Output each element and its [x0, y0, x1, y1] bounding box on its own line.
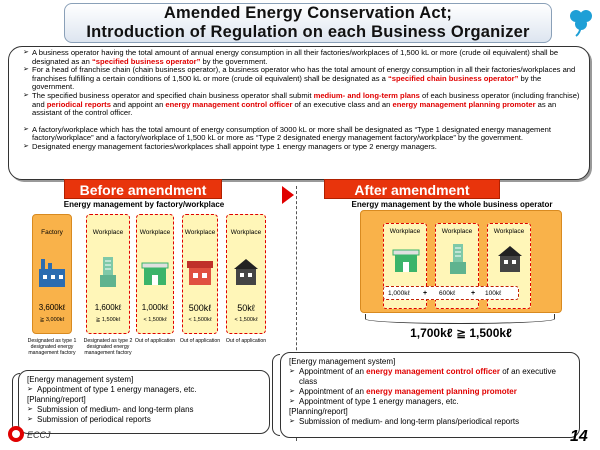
bullet-arrow-icon: ➢	[289, 388, 295, 395]
body-text: A factory/workplace which has the total amount of energy consumption of 3000 kL or more shall be designated as “Type 1 designated energy management factory/workplace” and a factory/workplace of 1,500 kL or more as “Type 2 designated energy management factory/workplace” by the government.	[32, 124, 551, 143]
unit-caption: Workplace	[92, 229, 124, 236]
highlight-text: energy management control officer	[366, 367, 500, 376]
bullet-list	[23, 49, 583, 152]
management-item	[289, 397, 571, 407]
after-total-3: 100kℓ	[485, 290, 502, 297]
logo-text: ECCJ	[27, 430, 51, 440]
unit-caption: Workplace	[441, 228, 473, 235]
store-icon	[140, 255, 170, 289]
page-number: 14	[570, 428, 588, 445]
bullet-arrow-icon: ➢	[289, 368, 295, 375]
threshold-comparison: 1,700kℓ ≧ 1,500kℓ	[410, 326, 512, 340]
factory-column	[32, 214, 72, 334]
designation-note: Out of application	[179, 338, 221, 344]
bullet-item	[23, 49, 583, 66]
highlight-text: energy management planning promoter	[392, 99, 536, 109]
plus-sign: +	[471, 290, 476, 297]
designation-note: Out of application	[225, 338, 267, 344]
management-item-text	[299, 397, 459, 407]
bullet-text	[32, 126, 583, 143]
before-amendment-header: Before amendment	[64, 179, 222, 199]
body-text: For a head of franchise chain (chain business operator), a business operator who has the total amount of energy consumption in all their factories/workplaces and franchises fulfilling a certain conditions of 1,500 kL or more (crude oil equivalent) shall be designated as a	[32, 65, 576, 83]
highlight-text: energy management control officer	[165, 99, 293, 109]
unit-caption: Workplace	[139, 229, 171, 236]
bullet-item	[23, 66, 583, 92]
body-text: and appoint an	[110, 99, 166, 109]
unit-caption: Factory	[41, 229, 63, 236]
designation-note: Out of application	[134, 338, 176, 344]
bullet-arrow-icon: ➢	[23, 49, 29, 56]
bullet-item	[23, 126, 583, 143]
body-text: of an executive class	[299, 367, 557, 386]
shop-icon	[231, 255, 261, 289]
designation-note: Designated as type 1 designated energy management factory	[27, 338, 77, 356]
management-item	[27, 415, 261, 425]
after-subtitle: Energy management by the whole business operator	[351, 200, 553, 209]
management-item-text	[299, 417, 519, 427]
unit-caption: Workplace	[230, 229, 262, 236]
bullet-arrow-icon: ➢	[27, 386, 33, 393]
bullet-text	[32, 49, 583, 66]
management-item	[27, 385, 261, 395]
after-total-2: 600kℓ	[439, 290, 456, 297]
sum-brace	[365, 314, 555, 324]
section-heading: [Energy management system]	[27, 375, 134, 384]
unit-threshold: ≧ 1,500kℓ	[95, 317, 121, 323]
after-management-box	[280, 352, 580, 438]
unit-consumption-value: 500kℓ	[188, 303, 212, 313]
clover-logo-icon	[566, 6, 596, 38]
body-text: Designated energy management factories/workplaces shall appoint type 1 energy managers or type 2 energy managers.	[32, 141, 437, 151]
body-text: Appointment of an	[299, 387, 367, 396]
workplace-column	[182, 214, 218, 334]
management-item-text: Submission of periodical reports	[37, 415, 151, 424]
highlight-text: medium- and long-term plans	[313, 90, 420, 100]
body-text: of an executive class and an	[292, 99, 393, 109]
slide-title	[64, 3, 552, 43]
bullet-arrow-icon: ➢	[289, 418, 295, 425]
unit-caption: Workplace	[184, 229, 216, 236]
unit-caption: Workplace	[493, 228, 525, 235]
workplace-column	[226, 214, 266, 334]
regulation-summary-panel	[8, 46, 590, 180]
bullet-text	[32, 143, 437, 152]
body-text: by the government.	[200, 56, 268, 66]
body-text: The specified business operator and specified chain business operator shall submit	[32, 90, 314, 100]
body-text: Appointment of an	[299, 367, 367, 376]
unit-consumption-value: 50kℓ	[237, 303, 255, 313]
left-brace	[272, 354, 280, 436]
unit-consumption-value: 1,000kℓ	[141, 303, 169, 312]
bullet-arrow-icon: ➢	[23, 91, 29, 99]
office-tower-icon	[443, 242, 473, 276]
body-text: A business operator having the total amount of annual energy consumption in all their factories/workplaces of 1,500 kL or more (crude oil equivalent) shall be designated as an	[32, 48, 559, 66]
arrow-right-icon	[282, 186, 294, 204]
unit-threshold: < 1,500kℓ	[143, 317, 167, 323]
management-item	[27, 405, 261, 415]
management-item-text	[299, 387, 517, 397]
unit-consumption-value: 1,600kℓ	[94, 303, 122, 312]
body-text: Appointment of type 1 energy managers, etc.	[299, 397, 459, 406]
bullet-item	[23, 143, 583, 152]
bullet-arrow-icon: ➢	[23, 125, 29, 133]
section-heading: [Energy management system]	[289, 357, 396, 366]
section-heading: [Planning/report]	[289, 407, 348, 416]
highlight-text: energy management planning promoter	[366, 387, 517, 396]
management-item-text: Appointment of type 1 energy managers, etc.	[37, 385, 197, 394]
bullet-text	[32, 66, 583, 92]
workplace-totals-row	[383, 286, 519, 300]
store-icon	[391, 242, 421, 276]
unit-consumption-value: 3,600kℓ	[38, 303, 66, 312]
bullet-text	[32, 92, 583, 118]
management-item	[289, 387, 571, 397]
title-line-1: Amended Energy Conservation Act;	[163, 4, 453, 22]
bullet-arrow-icon: ➢	[23, 142, 29, 150]
body-text: Submission of medium- and long-term plans/periodical reports	[299, 417, 520, 426]
after-amendment-header: After amendment	[324, 179, 500, 199]
plus-sign: +	[423, 290, 428, 297]
bullet-item	[23, 92, 583, 118]
bullet-arrow-icon: ➢	[23, 66, 29, 74]
designation-note: Designated as type 2 designated energy management factory	[83, 338, 133, 356]
management-item	[289, 367, 571, 387]
unit-threshold: ≧ 3,000kℓ	[39, 317, 65, 323]
title-line-2: Introduction of Regulation on each Business Organizer	[86, 23, 530, 41]
body-text: of each business operator (including franchise) and	[32, 90, 580, 109]
unit-caption: Workplace	[389, 228, 421, 235]
management-item-text: Submission of medium- and long-term plans	[37, 405, 194, 414]
eccj-logo-icon	[6, 422, 56, 446]
highlight-text: “specified chain business operator”	[387, 73, 519, 83]
management-item	[289, 417, 571, 427]
management-item-text	[299, 367, 571, 387]
bullet-arrow-icon: ➢	[27, 416, 33, 423]
workplace-column	[86, 214, 130, 334]
workplace-column	[136, 214, 174, 334]
highlight-text: periodical reports	[46, 99, 111, 109]
unit-threshold: < 1,500kℓ	[234, 317, 258, 323]
unit-threshold: < 1,500kℓ	[188, 317, 212, 323]
before-subtitle: Energy management by factory/workplace	[63, 200, 225, 209]
bullet-arrow-icon: ➢	[27, 406, 33, 413]
body-text: by the government.	[32, 73, 542, 92]
restaurant-icon	[185, 255, 215, 289]
body-text: as an assistant of the control officer.	[32, 99, 557, 118]
factory-icon	[37, 255, 67, 289]
shop-icon	[495, 242, 525, 276]
section-heading: [Planning/report]	[27, 395, 86, 404]
bullet-arrow-icon: ➢	[289, 398, 295, 405]
office-tower-icon	[93, 255, 123, 289]
after-total-1: 1,000kℓ	[388, 290, 410, 297]
highlight-text: “specified business operator”	[91, 56, 201, 66]
